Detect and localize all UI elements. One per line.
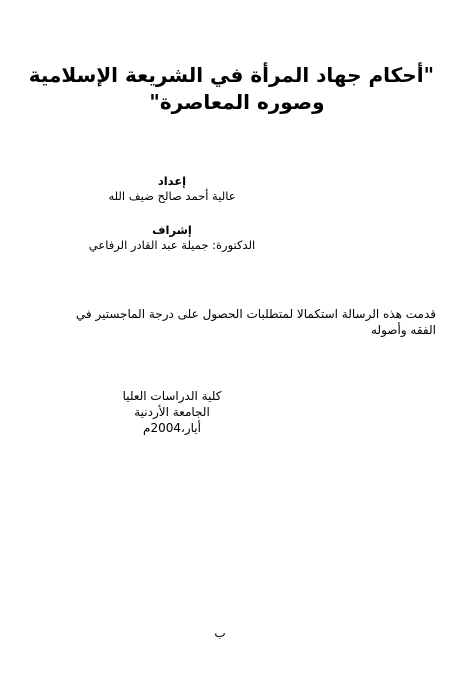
supervisor-label: إشراف: [152, 223, 192, 237]
thesis-title-line-1: "أحكام جهاد المرأة في الشريعة الإسلامية: [28, 63, 434, 87]
author-name: عالية أحمد صالح ضيف الله: [108, 189, 236, 203]
submission-date: أيار،2004م: [143, 421, 201, 435]
submission-line-1: قدمت هذه الرسالة استكمالا لمتطلبات الحصول على درجة الماجستير في: [75, 307, 436, 321]
page-number: ب: [214, 626, 226, 640]
university-name: الجامعة الأردنية: [134, 405, 210, 419]
author-label: إعداد: [157, 174, 187, 188]
submission-line-2: الفقه وأصوله: [371, 323, 436, 337]
thesis-title: [28, 62, 434, 116]
supervisor-block: [20, 223, 324, 253]
supervisor-name: الدكتورة: جميلة عبد القادر الرفاعي: [88, 238, 256, 252]
thesis-title-line-2: وصوره المعاصرة": [149, 90, 325, 114]
institution-block: [20, 388, 324, 436]
author-block: [20, 174, 324, 204]
college-name: كلية الدراسات العليا: [122, 389, 222, 403]
submission-statement: [24, 306, 436, 338]
